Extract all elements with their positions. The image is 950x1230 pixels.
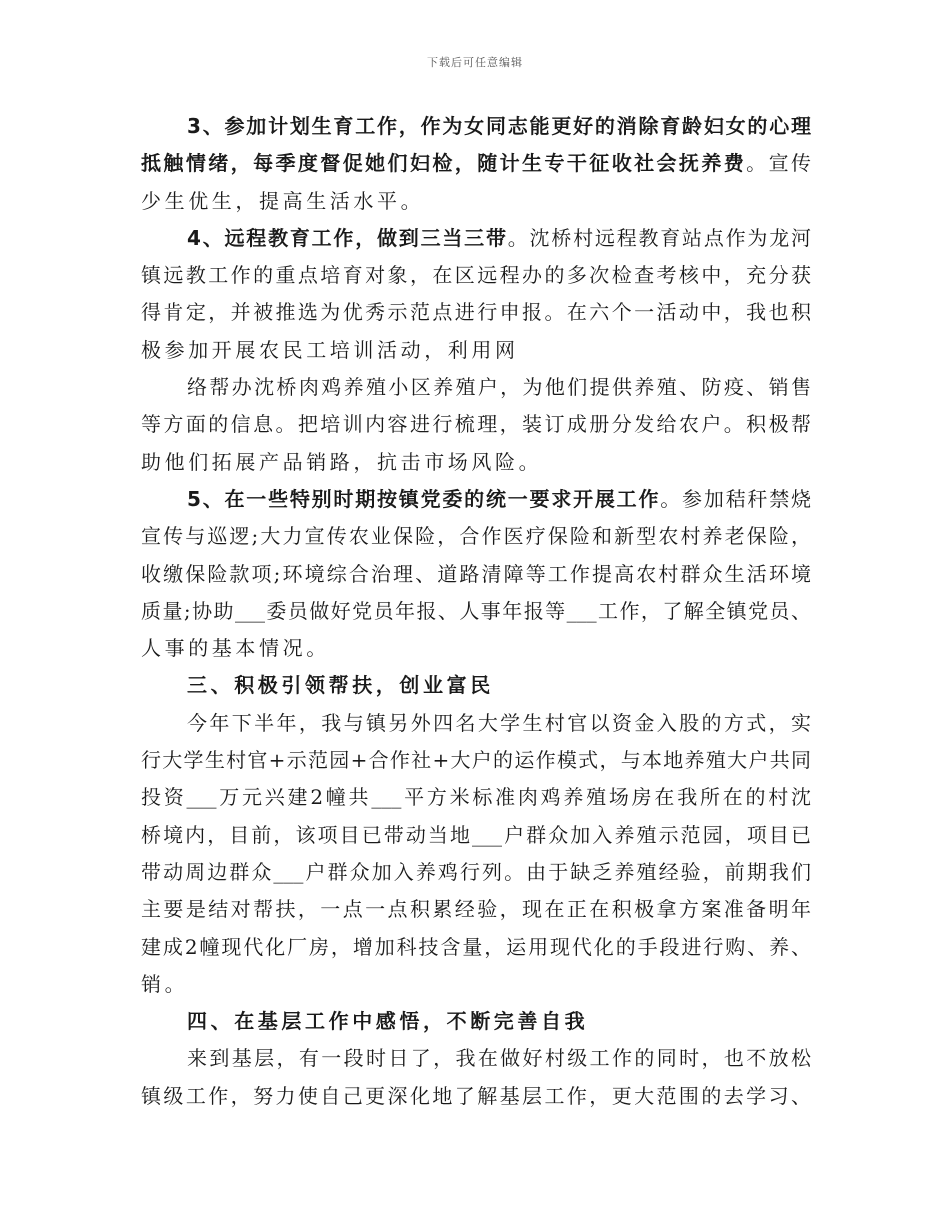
paragraph-line — [141, 779, 811, 816]
heading-text: 四、在基层工作中感悟，不断完善自我 — [187, 1009, 589, 1034]
paragraph-line — [141, 854, 811, 891]
bold-text: 4、远程教育工作，做到三当三带 — [187, 225, 508, 250]
paragraph-line — [141, 257, 811, 294]
paragraph-line — [141, 406, 811, 443]
body-text: 少生优生，提高生活水平。 — [141, 188, 425, 213]
paragraph-line — [141, 817, 811, 854]
paragraph-line — [141, 481, 811, 518]
paragraph-line — [141, 518, 811, 555]
paragraph-line — [141, 593, 811, 630]
body-text: 今年下半年，我与镇另外四名大学生村官以资金入股的方式，实 — [187, 710, 811, 735]
paragraph-line — [141, 444, 811, 481]
body-text: 助他们拓展产品销路，抗击市场风险。 — [141, 449, 543, 474]
paragraph-line — [141, 145, 811, 182]
paragraph-line — [141, 183, 811, 220]
paragraph-line — [141, 929, 811, 966]
body-text: 主要是结对帮扶，一点一点积累经验，现在正在积极拿方案准备明年 — [141, 897, 811, 922]
body-text: 等方面的信息。把培训内容进行梳理，装订成册分发给农户。积极帮 — [141, 412, 811, 437]
body-text: 得肯定，并被推选为优秀示范点进行申报。在六个一活动中，我也积 — [141, 300, 811, 325]
body-text: 建成2幢现代化厂房，增加科技含量，运用现代化的手段进行购、养、 — [141, 934, 811, 959]
paragraph-line — [141, 294, 811, 331]
body-text: 销。 — [141, 971, 189, 996]
document-body — [141, 108, 811, 1115]
body-text: 宣传与巡逻;大力宣传农业保险，合作医疗保险和新型农村养老保险， — [141, 524, 811, 549]
paragraph-line — [141, 742, 811, 779]
paragraph-line — [141, 891, 811, 928]
section-heading — [141, 667, 811, 704]
body-text: 。沈桥村远程教育站点作为龙河 — [507, 225, 812, 250]
body-text: 极参加开展农民工培训活动，利用网 — [141, 337, 519, 362]
heading-text: 三、积极引领帮扶，创业富民 — [187, 673, 494, 698]
body-text: 带动周边群众___户群众加入养鸡行列。由于缺乏养殖经验，前期我们 — [141, 859, 811, 884]
body-text: 络帮办沈桥肉鸡养殖小区养殖户，为他们提供养殖、防疫、销售 — [187, 375, 811, 400]
body-text: 来到基层，有一段时日了，我在做好村级工作的同时，也不放松 — [187, 1046, 811, 1071]
body-text: 镇级工作，努力使自己更深化地了解基层工作，更大范围的去学习、 — [141, 1083, 811, 1108]
body-text: 镇远教工作的重点培育对象，在区远程办的多次检查考核中，充分获 — [141, 263, 811, 288]
paragraph-line — [141, 220, 811, 257]
bold-text: 5、在一些特别时期按镇党委的统一要求开展工作 — [187, 486, 661, 511]
paragraph-line — [141, 108, 811, 145]
page-header: 下载后可任意编辑 — [427, 56, 523, 69]
paragraph-line — [141, 1040, 811, 1077]
paragraph-line — [141, 630, 811, 667]
body-text: 行大学生村官+示范园+合作社+大户的运作模式，与本地养殖大户共同 — [141, 748, 811, 773]
paragraph-line — [141, 556, 811, 593]
body-text: 。参加秸秆禁烧 — [660, 486, 811, 511]
body-text: 收缴保险款项;环境综合治理、道路清障等工作提高农村群众生活环境 — [141, 561, 811, 586]
paragraph-line — [141, 332, 811, 369]
body-text: 投资___万元兴建2幢共___平方米标准肉鸡养殖场房在我所在的村沈 — [141, 785, 811, 810]
paragraph-line — [141, 369, 811, 406]
paragraph-line — [141, 966, 811, 1003]
paragraph-line — [141, 1078, 811, 1115]
section-heading — [141, 1003, 811, 1040]
body-text: 桥境内，目前，该项目已带动当地___户群众加入养殖示范园，项目已 — [141, 822, 811, 847]
body-text: 人事的基本情况。 — [141, 636, 330, 661]
paragraph-line — [141, 705, 811, 742]
bold-text: 抵触情绪，每季度督促她们妇检，随计生专干征收社会抚养费 — [141, 151, 747, 176]
body-text: 。宣传 — [746, 151, 811, 176]
body-text: 质量;协助___委员做好党员年报、人事年报等___工作，了解全镇党员、 — [141, 598, 811, 623]
bold-text: 3、参加计划生育工作，作为女同志能更好的消除育龄妇女的心理 — [187, 114, 811, 138]
